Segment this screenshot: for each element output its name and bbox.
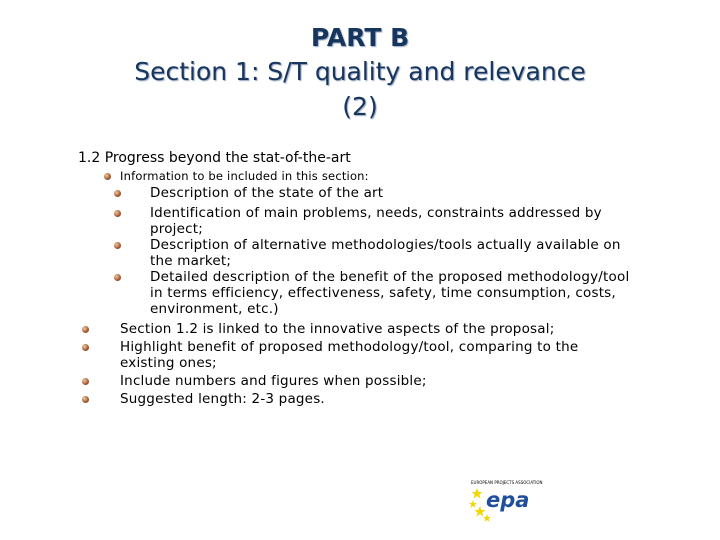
sub-item-1 [150,185,383,201]
main-item-line: existing ones; [120,355,217,371]
logo-text: epa [486,488,530,512]
epa-logo [467,476,543,524]
bullet-icon [114,190,121,197]
bullet-icon [114,274,121,281]
bullet-icon [114,210,121,217]
sub-item-line: Description of alternative methodologies/tools actually available on [150,237,621,253]
bullet-icon [82,326,89,333]
title-line-3: (2) [342,92,378,121]
slide-title [0,22,720,124]
main-item-4 [120,391,325,407]
sub-item-line: Detailed description of the benefit of the proposed methodology/tool [150,269,630,285]
bullet-icon [104,173,111,180]
title-line-1: PART B [310,23,410,52]
bullet-icon [82,396,89,403]
main-item-line: Include numbers and figures when possible; [120,373,427,389]
section-heading: 1.2 Progress beyond the stat-of-the-art [78,150,351,166]
sub-item-line: Description of the state of the art [150,185,384,201]
sub-item-line: Identification of main problems, needs, constraints addressed by [150,205,602,221]
bullet-icon [82,344,89,351]
main-item-line: Section 1.2 is linked to the innovative aspects of the proposal; [120,321,555,337]
info-intro: Information to be included in this section: [120,169,369,183]
main-item-3 [120,373,427,389]
sub-item-2 [150,205,602,237]
sub-item-line: environment, etc.) [150,301,279,317]
main-item-2 [120,339,578,371]
main-item-line: Suggested length: 2-3 pages. [120,391,325,407]
sub-item-4 [150,269,629,317]
bullet-icon [114,242,121,249]
title-line-2: Section 1: S/T quality and relevance [134,57,586,86]
main-item-1 [120,321,554,337]
sub-item-line: the market; [150,253,232,269]
main-item-line: Highlight benefit of proposed methodology/tool, comparing to the [120,339,579,355]
sub-item-line: project; [150,221,204,237]
bullet-icon [82,378,89,385]
sub-item-3 [150,237,621,269]
sub-item-line: in terms efficiency, effectiveness, safety, time consumption, costs, [150,285,616,301]
logo-caption: EUROPEAN PROJECTS ASSOCIATION [471,480,543,485]
